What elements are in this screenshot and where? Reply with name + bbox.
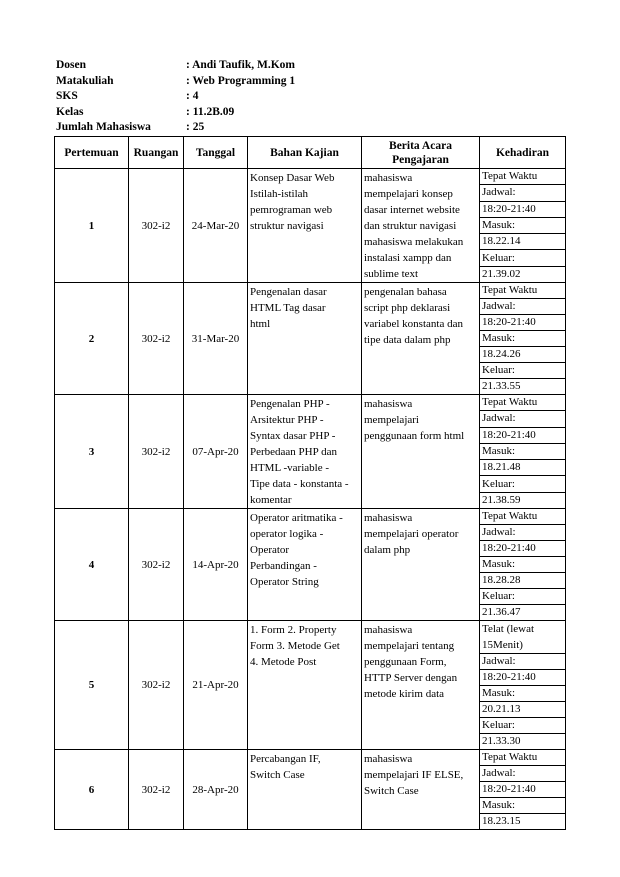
cell-ruangan: 302-i2 [129,750,184,830]
cell-berita-acara: mahasiswa mempelajari penggunaan form html [362,395,480,509]
cell-bahan-kajian: 1. Form 2. Property Form 3. Metode Get 4. Metode Post [248,621,362,750]
cell-kehadiran-line: Jadwal: [480,525,566,541]
cell-kehadiran-line: 18.23.15 [480,814,566,830]
cell-tanggal: 21-Apr-20 [184,621,248,750]
cell-kehadiran-line: Jadwal: [480,766,566,782]
cell-ruangan: 302-i2 [129,283,184,395]
col-bahan-kajian: Bahan Kajian [248,137,362,169]
col-pertemuan: Pertemuan [55,137,129,169]
cell-pertemuan: 5 [55,621,129,750]
cell-tanggal: 24-Mar-20 [184,169,248,283]
cell-pertemuan: 4 [55,509,129,621]
cell-berita-acara: mahasiswa mempelajari operator dalam php [362,509,480,621]
cell-kehadiran-status: Tepat Waktu [480,509,566,525]
cell-kehadiran-status: Telat (lewat 15Menit) [480,621,566,654]
cell-kehadiran-line: Jadwal: [480,654,566,670]
info-dosen: Dosen : Andi Taufik, M.Kom [56,59,295,71]
cell-kehadiran-line: 21.33.30 [480,734,566,750]
cell-kehadiran-line: Masuk: [480,217,566,233]
cell-kehadiran-status: Tepat Waktu [480,169,566,185]
cell-tanggal: 07-Apr-20 [184,395,248,509]
cell-kehadiran-line: Masuk: [480,443,566,459]
cell-kehadiran-line: Masuk: [480,686,566,702]
table-row [55,621,566,654]
cell-bahan-kajian: Pengenalan dasar HTML Tag dasar html [248,283,362,395]
cell-tanggal: 14-Apr-20 [184,509,248,621]
cell-kehadiran-line: 18:20-21:40 [480,541,566,557]
info-kelas: Kelas : 11.2B.09 [56,105,235,118]
attendance-table [54,136,566,830]
cell-bahan-kajian: Operator aritmatika - operator logika - Operator Perbandingan - Operator String [248,509,362,621]
cell-kehadiran-status: Tepat Waktu [480,750,566,766]
cell-kehadiran-status: Tepat Waktu [480,395,566,411]
cell-kehadiran-line: 21.33.55 [480,379,566,395]
cell-kehadiran-line: 18:20-21:40 [480,782,566,798]
cell-kehadiran-line: 18.22.14 [480,234,566,250]
cell-berita-acara: pengenalan bahasa script php deklarasi variabel konstanta dan tipe data dalam php [362,283,480,395]
cell-kehadiran-line: Masuk: [480,331,566,347]
cell-pertemuan: 6 [55,750,129,830]
cell-kehadiran-line: Keluar: [480,589,566,605]
cell-kehadiran-line: 18:20-21:40 [480,670,566,686]
cell-ruangan: 302-i2 [129,509,184,621]
cell-kehadiran-line: 20.21.13 [480,702,566,718]
cell-kehadiran-line: 18:20-21:40 [480,427,566,443]
cell-berita-acara: mahasiswa mempelajari tentang penggunaan Form, HTTP Server dengan metode kirim data [362,621,480,750]
cell-kehadiran-line: Keluar: [480,250,566,266]
table-row [55,395,566,411]
info-jumlah-mahasiswa: Jumlah Mahasiswa : 25 [56,121,205,133]
cell-ruangan: 302-i2 [129,621,184,750]
info-sks: SKS : 4 [56,90,199,102]
cell-kehadiran-line: Keluar: [480,476,566,492]
table-row [55,169,566,185]
cell-kehadiran-line: 18:20-21:40 [480,315,566,331]
cell-pertemuan: 2 [55,283,129,395]
cell-ruangan: 302-i2 [129,395,184,509]
col-tanggal: Tanggal [184,137,248,169]
cell-kehadiran-line: Jadwal: [480,299,566,315]
table-header-row [55,137,566,169]
cell-kehadiran-line: 18:20-21:40 [480,201,566,217]
info-matakuliah: Matakuliah : Web Programming 1 [56,74,296,87]
cell-berita-acara: mahasiswa mempelajari IF ELSE, Switch Case [362,750,480,830]
cell-berita-acara: mahasiswa mempelajari konsep dasar internet website dan struktur navigasi mahasiswa melakukan instalasi xampp dan sublime text [362,169,480,283]
col-ruangan: Ruangan [129,137,184,169]
cell-kehadiran-line: Jadwal: [480,411,566,427]
cell-kehadiran-line: Masuk: [480,557,566,573]
cell-kehadiran-status: Tepat Waktu [480,283,566,299]
cell-bahan-kajian: Percabangan IF, Switch Case [248,750,362,830]
cell-kehadiran-line: 18.21.48 [480,460,566,476]
cell-bahan-kajian: Konsep Dasar Web Istilah-istilah pemrograman web struktur navigasi [248,169,362,283]
cell-pertemuan: 1 [55,169,129,283]
cell-tanggal: 31-Mar-20 [184,283,248,395]
col-kehadiran: Kehadiran [480,137,566,169]
cell-kehadiran-line: 18.24.26 [480,347,566,363]
course-info [56,58,295,136]
cell-kehadiran-line: 21.38.59 [480,492,566,508]
table-row [55,750,566,766]
table-row [55,283,566,299]
cell-bahan-kajian: Pengenalan PHP - Arsitektur PHP - Syntax dasar PHP - Perbedaan PHP dan HTML -variable - Tipe data - konstanta - komentar [248,395,362,509]
cell-kehadiran-line: Masuk: [480,798,566,814]
cell-ruangan: 302-i2 [129,169,184,283]
cell-kehadiran-line: 18.28.28 [480,573,566,589]
cell-kehadiran-line: 21.36.47 [480,605,566,621]
cell-kehadiran-line: 21.39.02 [480,266,566,282]
cell-pertemuan: 3 [55,395,129,509]
cell-kehadiran-line: Jadwal: [480,185,566,201]
table-row [55,509,566,525]
cell-tanggal: 28-Apr-20 [184,750,248,830]
cell-kehadiran-line: Keluar: [480,718,566,734]
col-berita-acara: Berita Acara Pengajaran [362,137,480,169]
cell-kehadiran-line: Keluar: [480,363,566,379]
